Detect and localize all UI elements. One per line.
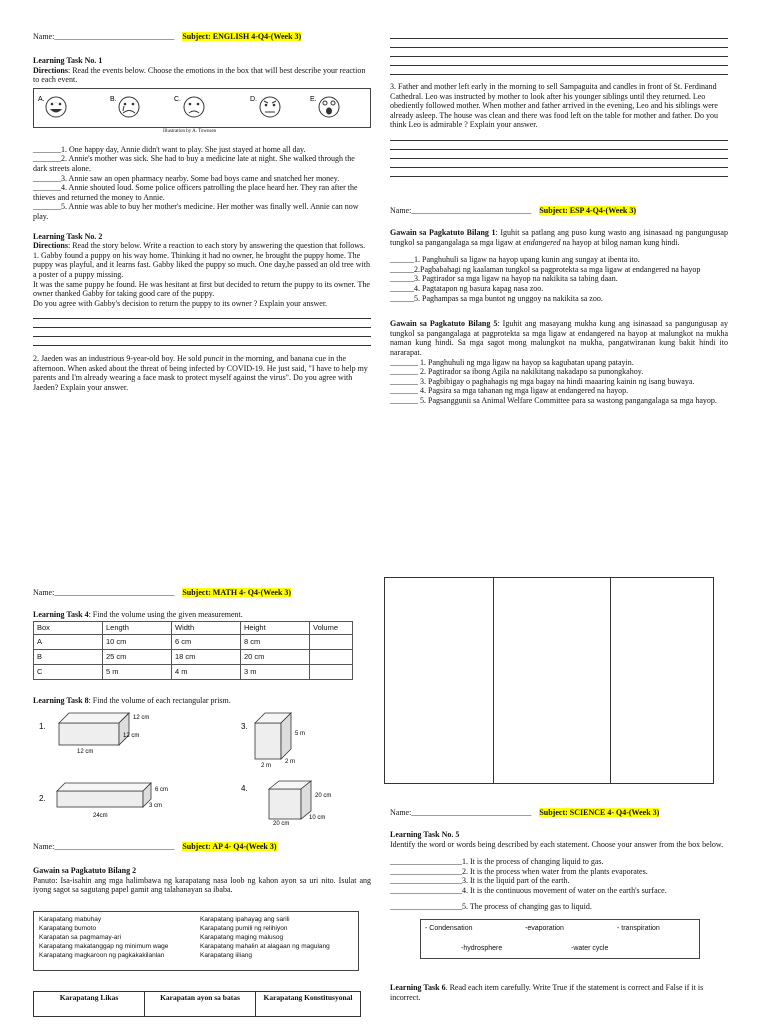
- face-letter: A.: [38, 95, 45, 103]
- answer-lines-1: [33, 310, 371, 346]
- esp-g5-directions: Gawain sa Pagkatuto Bilang 5: Iguhit ang masayang mukha kung ang isinasaad sa pangungusap ay tungkol sa pangangalaga at pagprotekta sa mga ligaw at endangered na hayop at malungkot na mukha naman kung hindi. Sa mga sagot mong malungkot na mukha, pangatwiranan kung bakit hindi ito nararapat.: [390, 319, 728, 357]
- list-item: __________________4. It is the continuous movement of water on the earth's surface.: [390, 885, 667, 895]
- prism-dim: 2 m: [261, 763, 272, 770]
- story-2: 2. Jaeden was an industrious 9-year-old boy. He sold puncit in the morning, and banana cue in the afternoon. When asked about the threat of being infected by COVID-19. He just said, "I have to help my parents and I'm already wearing a face mask to protect myself against the virus". Do you agree with Jaeden? Explain your answer.: [33, 354, 368, 393]
- rights-list-left: Karapatang mabuhay Karapatang bumoto Karapatan sa pagmamay-ari Karapatang makatanggap ng minimum wage Karapatang magkaroon ng pagkakakilanlan: [39, 915, 169, 959]
- prism-figures: [33, 707, 371, 825]
- task5-directions: Identify the word or words being described by each statement. Choose your answer from the box below.: [390, 839, 724, 849]
- prism-1-figure: [59, 713, 129, 745]
- prism-dim: 12 cm: [123, 733, 140, 740]
- face-d-angry-icon: [250, 96, 280, 117]
- list-item: _______2. Annie's mother was sick. She had to buy a medicine late at night. She walked through the dark streets alone.: [33, 154, 355, 173]
- prism-dim: 20 cm: [315, 793, 332, 800]
- esp-header: [390, 206, 728, 218]
- list-item: ______4. Pagtatapon ng basura kapag nasa zoo.: [390, 283, 544, 293]
- table-row: C 5 m 4 m 3 m: [34, 664, 353, 679]
- table-row: A 10 cm 6 cm 8 cm: [34, 634, 353, 649]
- task1-items: [33, 145, 371, 222]
- list-item: _______3. Annie saw an open pharmacy nearby. Some bad boys came and snatched her money.: [33, 173, 340, 183]
- task6-heading: Learning Task 6. Read each item carefully. Write True if the statement is correct and False if it is incorrect.: [390, 983, 704, 1002]
- face-letter: D.: [250, 95, 257, 103]
- math-header: [33, 588, 371, 600]
- ap-subject: Subject: AP 4- Q4-(Week 3): [182, 842, 277, 851]
- english-name-label: Name:______________________________: [33, 32, 175, 41]
- volume-table: [33, 621, 353, 680]
- prism-4-figure: [269, 781, 311, 819]
- ap-header: [33, 842, 371, 854]
- list-item: _______ 3. Pagbibigay o paghahagis ng mga bagay na hindi maaaring kainin ng isang buwaya.: [390, 376, 695, 386]
- ap-name-label: Name:______________________________: [33, 842, 175, 851]
- table-row: B 25 cm 18 cm 20 cm: [34, 649, 353, 664]
- task1-directions: Directions: Read the events below. Choose the emotions in the box that will best describe your reaction to each event.: [33, 65, 366, 85]
- task8-heading: Learning Task 8: Find the volume of each rectangular prism.: [33, 695, 231, 705]
- illustration-credit: Illustration by A. Townsen: [163, 128, 217, 134]
- ap-g2-directions: Panuto: Isa-isahin ang mga halimbawa ng karapatang nasa loob ng kahon ayon sa uri nito. Isulat ang iyong sagot sa sagutang papel gamit ang talahanayan sa ibaba.: [33, 875, 371, 895]
- story-1: 1. Gabby found a puppy on his way home. Thinking it had no owner, he brought the puppy home. The puppy was playful, and it learns fast. Gabby liked the puppy so much. One day,he passed an old tree with a poster of a puppy missing.: [33, 250, 370, 279]
- list-item: __________________2. It is the process when water from the plants evaporates.: [390, 866, 648, 876]
- prism-dim: 12 cm: [133, 715, 150, 722]
- science-name-label: Name:______________________________: [390, 808, 532, 817]
- blank-answer-table: [384, 577, 714, 784]
- list-item: _______ 2. Pagtirador sa ibong Agila na nakikitang nakadapo sa punongkahoy.: [390, 367, 644, 377]
- rights-table: [33, 991, 361, 1017]
- face-letter: C.: [174, 95, 181, 103]
- prism-number: 3.: [241, 722, 248, 732]
- list-item: _______4. Annie shouted loud. Some police officers patrolling the place heard her. They ran after the thieves and returned the money to Annie.: [33, 183, 358, 202]
- face-b-crying-icon: [110, 96, 139, 117]
- list-item: _______ 4. Pagsira sa mga tahanan ng mga ligaw at endangered na hayop.: [390, 386, 629, 396]
- table-header: Karapatang Likas: [34, 991, 145, 1016]
- esp-name-label: Name:______________________________: [390, 206, 532, 215]
- prism-2-figure: [57, 783, 151, 807]
- list-item: ______3. Pagtirador sa mga ligaw na hayop na nakikita sa tabing daan.: [390, 274, 618, 284]
- task5-title: Learning Task No. 5: [390, 830, 460, 839]
- list-item: ______5. Paghampas sa mga buntot ng unggoy na nakikita sa zoo.: [390, 293, 603, 303]
- list-item: __________________3. It is the liquid part of the earth.: [390, 876, 570, 886]
- rights-list-right: Karapatang ipahayag ang sarili Karapatang pumili ng relihiyon Karapatang maging malusog Karapatang mahalin at alagaan ng magulang Karapatang iiliang: [200, 915, 330, 959]
- story-3: 3. Father and mother left early in the morning to sell Sampaguita and candles in front of St. Ferdinand Cathedral. Leo was instructed by mother to look after his younger siblings until they returned. Leo obediently followed mother. When mother and father arrived in the evening, Leo and his siblings were already asleep. The house was clean and there was food left on the table for mother and father. Do you think Leo is admirable ? Explain your answer.: [390, 82, 728, 177]
- science-header: [390, 808, 728, 820]
- english-header: [33, 32, 371, 44]
- list-item: ______1. Panghuhuli sa ligaw na hayop upang kunin ang sungay at ibenta ito.: [390, 255, 640, 265]
- list-item: _______ 1. Panghuhuli ng mga ligaw na hayop sa kagubatan upang patayin.: [390, 357, 634, 367]
- face-a-happy-icon: [38, 96, 66, 117]
- prism-dim: 12 cm: [77, 749, 94, 756]
- list-item: _______5. Annie was able to buy her mother's medicine. Her mother was finally well. Annie can now play.: [33, 202, 359, 221]
- math-name-label: Name:______________________________: [33, 588, 175, 597]
- ap-section: [33, 842, 371, 1017]
- esp-g5-items: [390, 358, 728, 406]
- list-item: __________________5. The process of changing gas to liquid.: [390, 901, 592, 911]
- english-subject: Subject: ENGLISH 4-Q4-(Week 3): [182, 32, 302, 41]
- task2-title: Learning Task No. 2: [33, 231, 103, 241]
- task2-directions: Directions: Read the story below. Write a reaction to each story by answering the question that follows.: [33, 241, 366, 251]
- prism-3-figure: [255, 713, 291, 759]
- story-1b: It was the same puppy he found. He was hesitant at first but decided to return the puppy to its owner. The owner thanked Gabby for taking good care of the puppy.: [33, 279, 370, 299]
- esp-g1-directions: Gawain sa Pagkatuto Bilang 1: Iguhit sa patlang ang puso kung wasto ang isinasaad ng pangungusap tungkol sa pangangalaga sa mga ligaw at endangered na hayop at bilog naman kung hindi.: [390, 228, 728, 247]
- emotion-faces-box: [33, 88, 371, 128]
- prism-dim: 24cm: [93, 813, 108, 820]
- esp-g1-items: [390, 255, 728, 303]
- prism-dim: 5 m: [295, 731, 306, 738]
- ap-g2-title: Gawain sa Pagkatuto Bilang 2: [33, 866, 137, 875]
- list-item: ______2.Pagbabahagi ng kaalaman tungkol sa pagprotekta sa mga ligaw at endangered na hayop: [390, 264, 701, 274]
- prism-number: 2.: [39, 794, 46, 804]
- prism-dim: 20 cm: [273, 821, 290, 826]
- story-1-question: Do you agree with Gabby's decision to return the puppy to its owner ? Explain your answer.: [33, 298, 328, 308]
- english-section: [33, 32, 371, 393]
- face-e-scared-icon: [310, 96, 339, 117]
- list-item: __________________1. It is the process of changing liquid to gas.: [390, 857, 604, 867]
- prism-number: 1.: [39, 722, 46, 732]
- math-subject: Subject: MATH 4- Q4-(Week 3): [182, 588, 292, 597]
- task1-title: Learning Task No. 1: [33, 56, 103, 65]
- esp-subject: Subject: ESP 4-Q4-(Week 3): [539, 206, 636, 215]
- prism-dim: 10 cm: [309, 815, 326, 822]
- math-section: [33, 588, 371, 828]
- science-subject: Subject: SCIENCE 4- Q4-(Week 3): [539, 808, 660, 817]
- table-header: Karapatan ayon sa batas: [145, 991, 256, 1016]
- face-c-sad-icon: [174, 96, 204, 117]
- english-answer-lines-2: [390, 30, 728, 75]
- face-letter: E.: [310, 95, 317, 103]
- face-letter: B.: [110, 95, 117, 103]
- rights-box: [33, 911, 359, 971]
- emotion-faces: [34, 89, 370, 127]
- prism-dim: 6 cm: [155, 787, 169, 794]
- prism-number: 4.: [241, 784, 248, 794]
- science-section: [390, 808, 728, 1002]
- list-item: _______1. One happy day, Annie didn't want to play. She just stayed at home all day.: [33, 144, 306, 154]
- choices-box: - Condensation -evaporation - transpiration -hydrosphere -water cycle: [420, 919, 700, 959]
- prism-dim: 3 cm: [149, 803, 163, 810]
- prism-dim: 2 m: [285, 759, 296, 766]
- table-header-row: Box Length Width Height Volume: [34, 621, 353, 634]
- answer-lines-3: [390, 132, 728, 177]
- esp-section: [390, 206, 728, 406]
- science-items: [390, 857, 728, 911]
- table-header: Karapatang Konstitusyonal: [256, 991, 361, 1016]
- list-item: _______ 5. Pagsanggunii sa Animal Welfare Committee para sa wastong pangangalaga sa mga hayop.: [390, 395, 717, 405]
- task4-heading: Learning Task 4: Find the volume using the given measurement.: [33, 610, 243, 619]
